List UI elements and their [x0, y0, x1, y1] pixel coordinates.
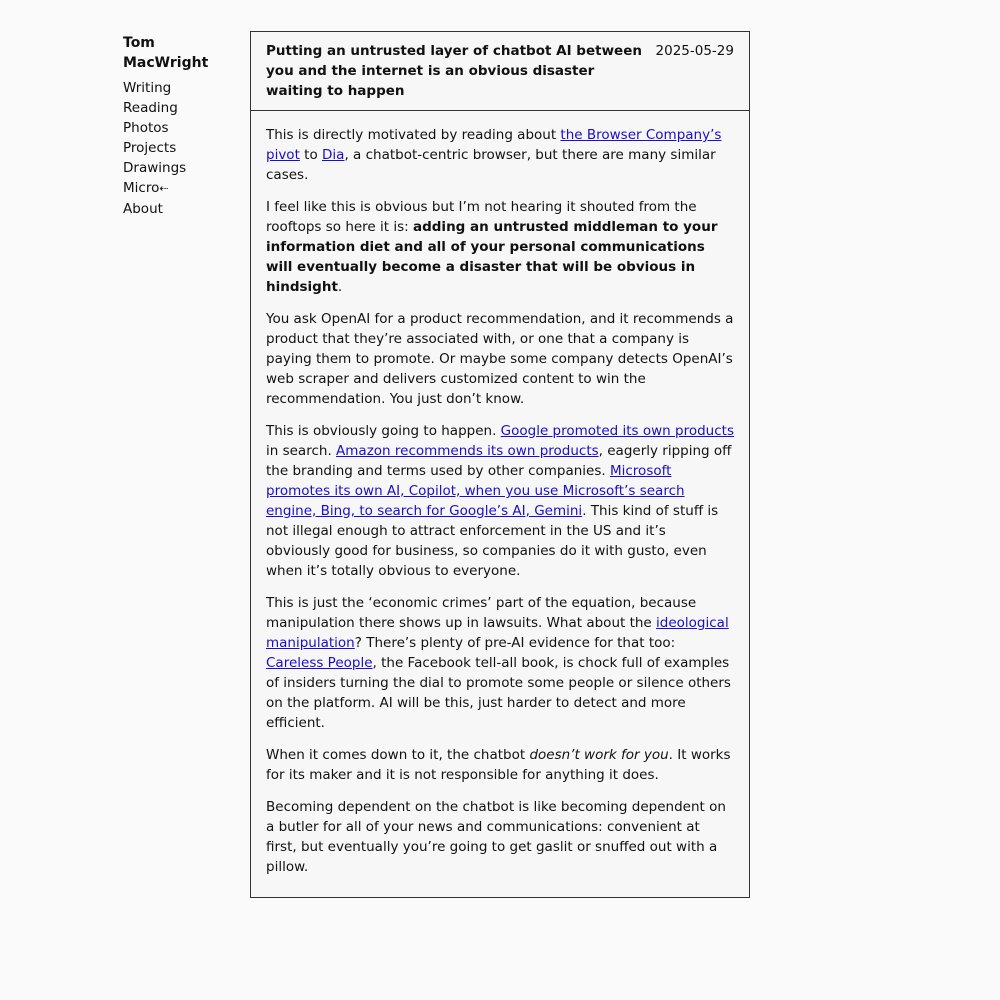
nav-link-projects[interactable]: Projects [123, 140, 177, 156]
nav-item-micro [123, 178, 243, 199]
link-google-promoted[interactable]: Google promoted its own products [500, 423, 734, 439]
nav-item-about [123, 199, 243, 219]
text: . [337, 279, 343, 295]
post-body [251, 111, 749, 897]
text: , the Facebook tell-all book, is chock full of examples of insiders turning the dial to promote some people or silence others on the platform. AI will be this, just harder to detect and more efficient. [266, 655, 731, 731]
nav-label-micro: Micro [123, 180, 160, 196]
link-ideological-manipulation[interactable]: ideological manipulation [266, 615, 729, 651]
link-careless-people[interactable]: Careless People [266, 655, 373, 671]
paragraph-3: You ask OpenAI for a product recommendation, and it recommends a product that they’re associated with, or one that a company is paying them to promote. Or maybe some company detects OpenAI’s web scraper and delivers customized content to win the recommendation. You just don’t know. [266, 311, 734, 407]
text: , eagerly ripping off the branding and terms used by other companies. [266, 443, 732, 479]
nav-item-drawings [123, 158, 243, 178]
text: This is just the ‘economic crimes’ part of the equation, because manipulation there shows up in lawsuits. What about the [266, 595, 697, 631]
link-dia[interactable]: Dia [322, 147, 345, 163]
text: This is obviously going to happen. [266, 423, 501, 439]
nav-item-reading [123, 98, 243, 118]
paragraph-2 [266, 197, 734, 297]
text: to [299, 147, 323, 163]
link-amazon-recommends[interactable]: Amazon recommends its own products [336, 443, 599, 459]
text: . It works for its maker and it is not responsible for anything it does. [266, 747, 731, 783]
link-browser-company-pivot[interactable]: the Browser Company’s pivot [266, 127, 722, 163]
text: This is directly motivated by reading about [266, 127, 561, 143]
nav-item-projects [123, 138, 243, 158]
post-header [251, 32, 749, 111]
nav-link-micro[interactable] [123, 180, 169, 196]
paragraph-1 [266, 125, 734, 185]
paragraph-7: Becoming dependent on the chatbot is like becoming dependent on a butler for all of your news and communications: convenient at first, but eventually you’re going to get gaslit or snuffed out with a pillow. [266, 799, 726, 875]
link-microsoft-promotes[interactable]: Microsoft promotes its own AI, Copilot, when you use Microsoft’s search engine, Bing, to search for Google’s AI, Gemini [266, 463, 685, 519]
micro-arrow-icon: ⇠ [159, 182, 169, 195]
text: in search. [266, 443, 337, 459]
paragraph-5 [266, 593, 734, 733]
text: . This kind of stuff is not illegal enough to attract enforcement in the US and it’s obviously good for business, so companies do it with gusto, even when it’s totally obvious to everyone. [266, 503, 719, 579]
nav-link-about[interactable]: About [123, 201, 163, 217]
nav-link-drawings[interactable]: Drawings [123, 160, 187, 176]
text: ? There’s plenty of pre-AI evidence for that too: [354, 635, 676, 651]
post-title: Putting an untrusted layer of chatbot AI between you and the internet is an obvious disaster waiting to happen [266, 43, 642, 99]
nav-link-reading[interactable]: Reading [123, 100, 178, 116]
nav-item-writing [123, 78, 243, 98]
italic-emphasis: doesn’t work for you [529, 747, 669, 763]
nav-link-writing[interactable]: Writing [123, 80, 172, 96]
sidebar [123, 33, 243, 219]
paragraph-4 [266, 421, 734, 581]
nav-item-photos [123, 118, 243, 138]
text: When it comes down to it, the chatbot [266, 747, 530, 763]
text: I feel like this is obvious but I’m not hearing it shouted from the rooftops so here it is: [266, 199, 697, 235]
nav-list [123, 78, 243, 219]
text: , a chatbot-centric browser, but there are many similar cases. [266, 147, 716, 183]
site-title-link[interactable]: Tom MacWright [123, 35, 209, 71]
paragraph-6 [266, 745, 734, 785]
post-date: 2025-05-29 [655, 43, 734, 59]
bold-thesis: adding an untrusted middleman to your information diet and all of your personal communications will eventually become a disaster that will be obvious in hindsight [266, 219, 718, 295]
nav-link-photos[interactable]: Photos [123, 120, 169, 136]
post-card [250, 31, 750, 898]
